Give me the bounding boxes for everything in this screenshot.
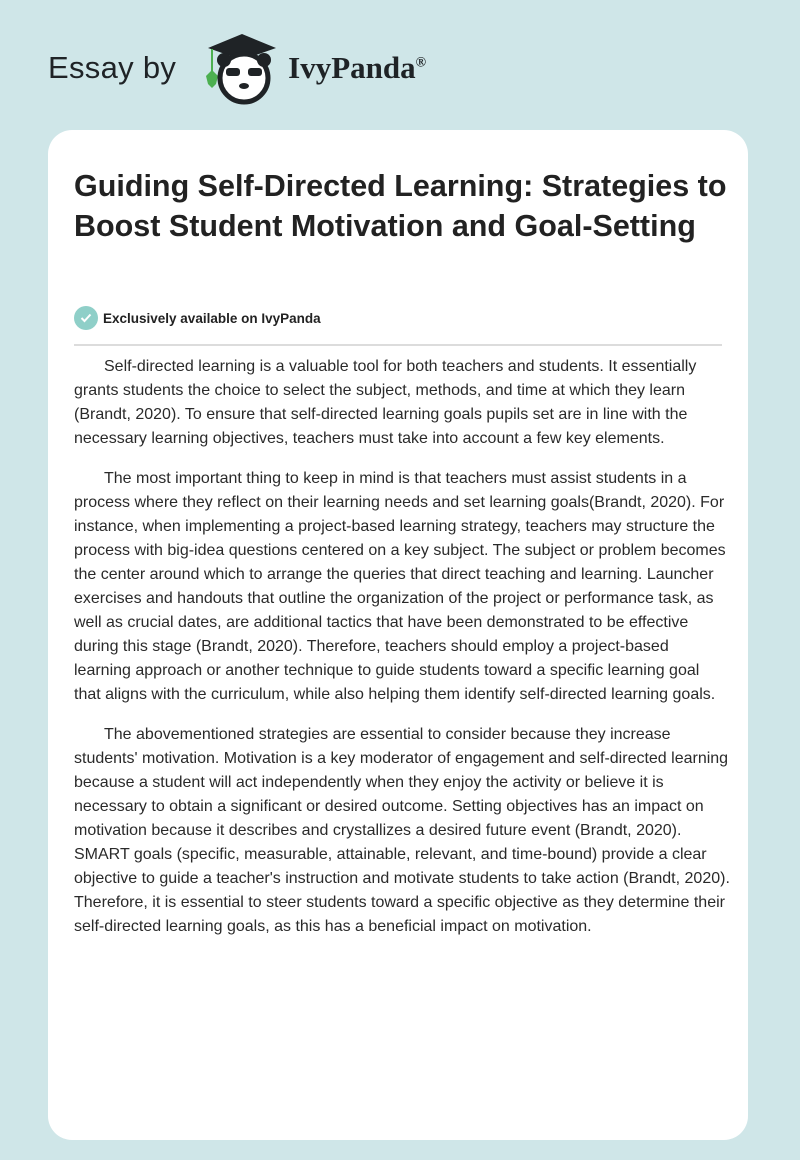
check-icon (74, 306, 98, 330)
essay-body (74, 355, 730, 955)
panda-logo-icon[interactable] (198, 30, 284, 106)
essay-title: Guiding Self-Directed Learning: Strategies to Boost Student Motivation and Goal-Setting (74, 169, 727, 243)
exclusive-text: Exclusively available on IvyPanda (103, 310, 321, 326)
paragraph: The most important thing to keep in mind is that teachers must assist students in a process where they reflect on their learning needs and set learning goals(Brandt, 2020). For instance, when implementing a project-based learning strategy, teachers may structure the process with big-idea questions centered on a key subject. The subject or problem becomes the center around which to arrange the queries that direct teaching and learning. Launcher exercises and handouts that outline the organization of the project or performance task, as well as crucial dates, are additional tactics that have been demonstrated to be effective during this stage (Brandt, 2020). Therefore, teachers should employ a project-based learning approach or another technique to guide students toward a specific learning goal that aligns with the curriculum, while also helping them identify self-directed learning goals. (74, 470, 726, 703)
site-header (48, 30, 426, 106)
registered-mark: ® (415, 55, 427, 71)
paragraph: Self-directed learning is a valuable tool for both teachers and students. It essentially grants students the choice to select the subject, methods, and time at which they learn (Brandt, 2020). To ensure that self-directed learning goals pupils set are in line with the necessary learning objectives, teachers must take into account a few key elements. (74, 358, 697, 447)
divider (74, 344, 722, 346)
essay-by-label: Essay by (48, 50, 177, 85)
paragraph: The abovementioned strategies are essential to consider because they increase students' motivation. Motivation is a key moderator of engagement and self-directed learning because a student will act independently when they enjoy the activity or believe it is necessary to obtain a significant or desired outcome. Setting objectives has an impact on motivation because it describes and crystallizes a desired future event (Brandt, 2020). SMART goals (specific, measurable, attainable, relevant, and time-bound) provide a clear objective to guide a teacher's instruction and motivate students to take action (Brandt, 2020). Therefore, it is essential to steer students toward a specific objective as they determine their self-directed learning goals, as this has a beneficial impact on motivation. (74, 726, 730, 935)
brand-name[interactable] (288, 50, 426, 86)
essay-card (48, 130, 748, 1140)
exclusive-badge (74, 306, 321, 330)
brand-text: IvyPanda (288, 50, 416, 85)
